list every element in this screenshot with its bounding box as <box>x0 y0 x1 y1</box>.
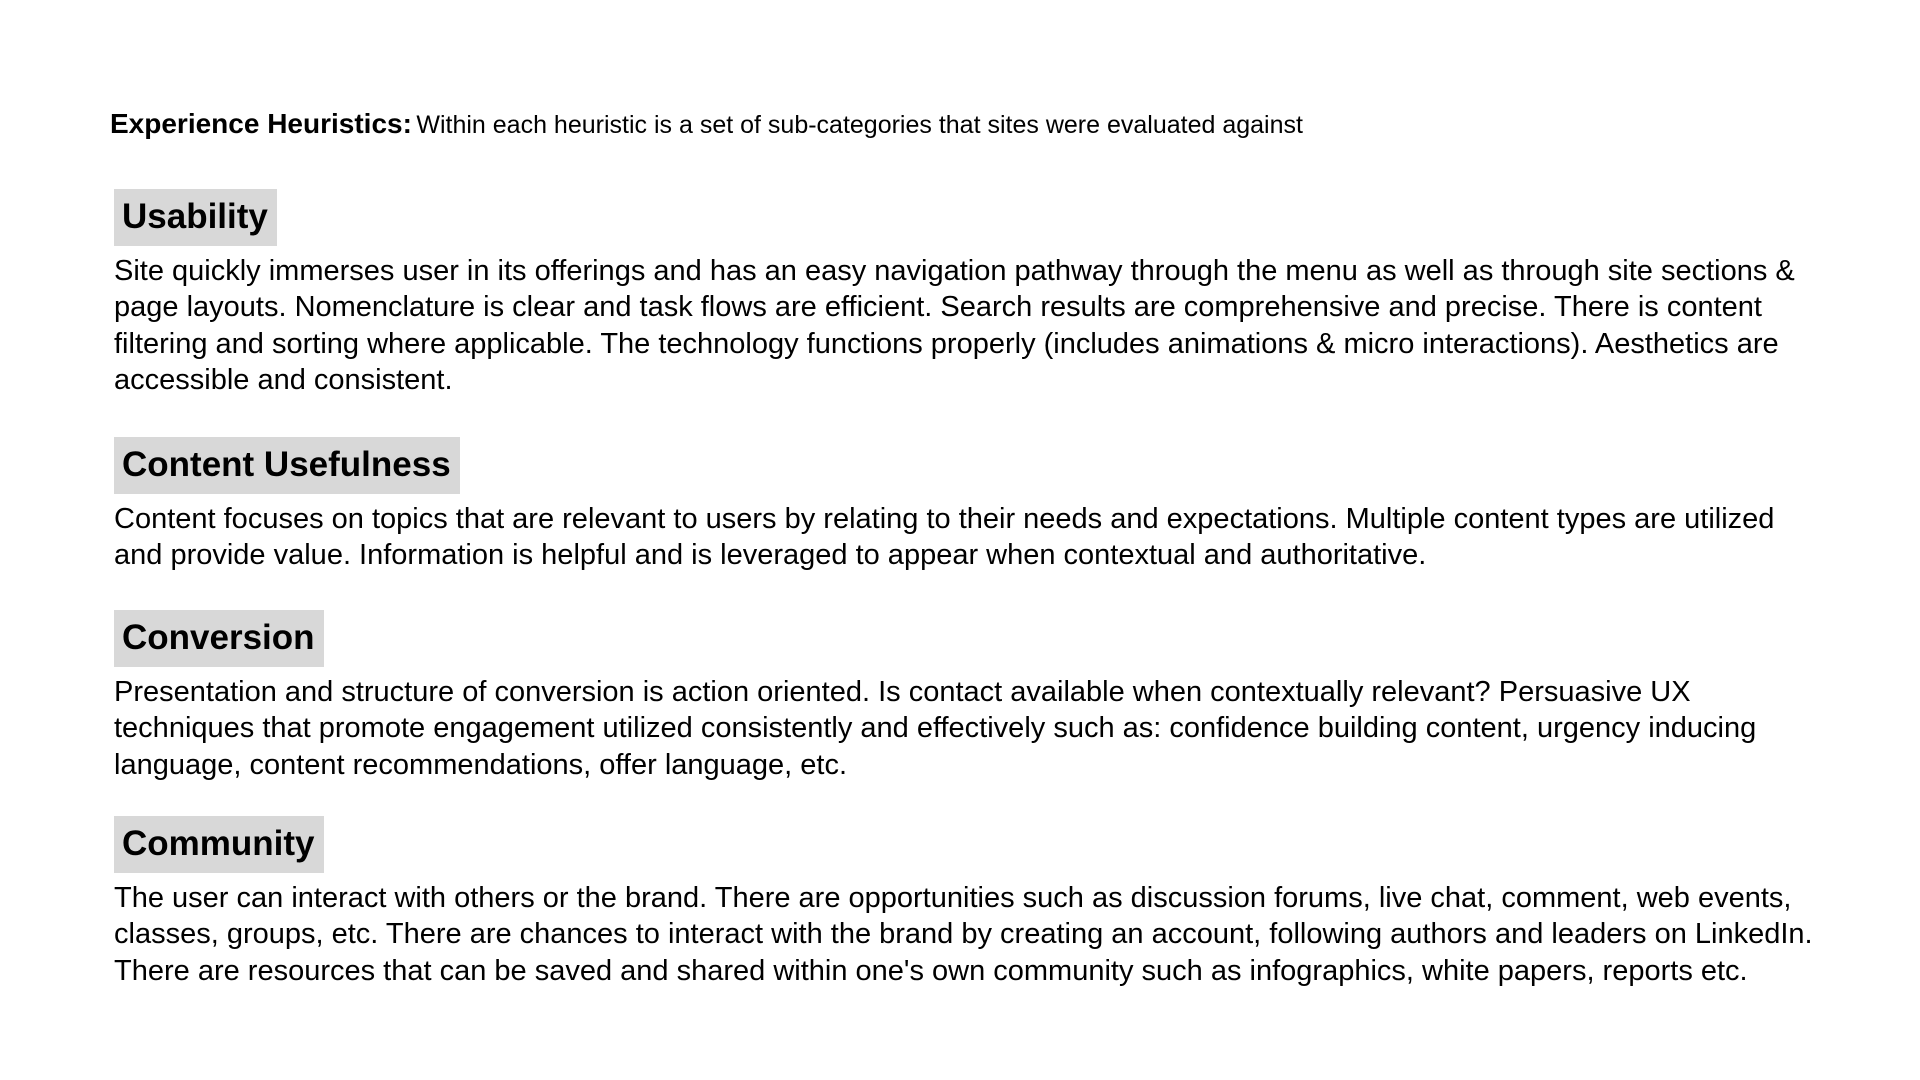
section-heading-conversion: Conversion <box>114 610 324 667</box>
section-heading-usability: Usability <box>114 189 277 246</box>
section-community <box>114 816 1814 989</box>
intro-description: Within each heuristic is a set of sub-categories that sites were evaluated against <box>416 111 1303 139</box>
section-content-usefulness <box>114 437 1814 574</box>
intro-colon: : <box>402 108 412 139</box>
section-usability <box>114 189 1814 398</box>
intro-line <box>110 108 1810 140</box>
section-conversion <box>114 610 1814 783</box>
section-body-conversion: Presentation and structure of conversion is action oriented. Is contact available when contextually relevant? Persuasive UX techniques that promote engagement utilized consistently and effectively such as: confidence building content, urgency inducing language, content recommendations, offer language, etc. <box>114 676 1757 781</box>
section-body-content-usefulness: Content focuses on topics that are relevant to users by relating to their needs and expectations. Multiple content types are utilized and provide value. Information is helpful and is leveraged to appear when contextual and authoritative. <box>114 503 1775 572</box>
section-heading-community: Community <box>114 816 324 873</box>
section-body-usability: Site quickly immerses user in its offerings and has an easy navigation pathway through the menu as well as through site sections & page layouts. Nomenclature is clear and task flows are efficient. Search results are comprehensive and precise. There is content filtering and sorting where applicable. The technology functions properly (includes animations & micro interactions). Aesthetics are accessible and consistent. <box>114 255 1795 396</box>
section-body-community: The user can interact with others or the brand. There are opportunities such as discussion forums, live chat, comment, web events, classes, groups, etc. There are chances to interact with the brand by creating an account, following authors and leaders on LinkedIn. There are resources that can be saved and shared within one's own community such as infographics, white papers, reports etc. <box>114 882 1813 987</box>
intro-title: Experience Heuristics <box>110 108 403 139</box>
section-heading-content-usefulness: Content Usefulness <box>114 437 460 494</box>
